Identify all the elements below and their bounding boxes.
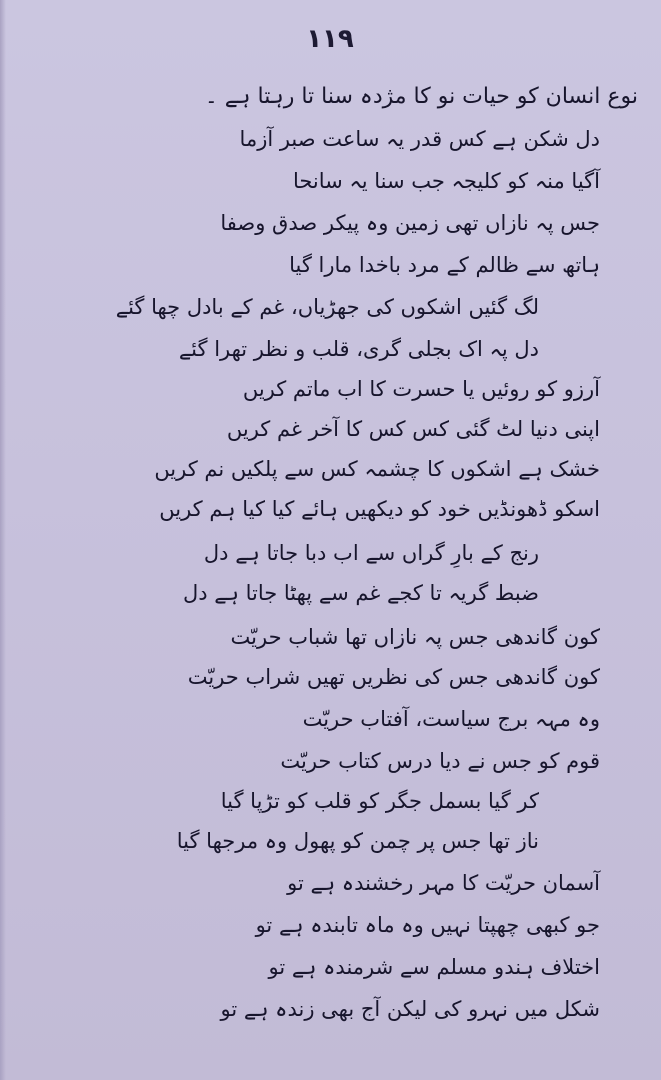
poem-line-7: دل پہ اک بجلی گری، قلب و نظر تھرا گئے (178, 337, 539, 361)
poem-line-18: کر گیا بسمل جگر کو قلب کو تڑپا گیا (220, 789, 539, 813)
page-number: ۱۱۹ (306, 24, 354, 54)
poem-line-15: کون گاندھی جس کی نظریں تھیں شراب حریّت (187, 665, 600, 689)
poem-line-14: کون گاندھی جس پہ نازاں تھا شباب حریّت (230, 625, 600, 649)
poem-line-4: جس پہ نازاں تھی زمین وہ پیکر صدق وصفا (220, 211, 600, 235)
poem-line-6: لگ گئیں اشکوں کی جھڑیاں، غم کے بادل چھا گئے (115, 295, 539, 319)
poem-line-13: ضبط گریہ تا کجے غم سے پھٹا جاتا ہے دل (183, 581, 539, 605)
poem-line-21: جو کبھی چھپتا نہیں وہ ماہ تابندہ ہے تو (255, 913, 600, 937)
poem-line-20: آسمان حریّت کا مہر رخشندہ ہے تو (287, 871, 600, 895)
poem-line-11: اسکو ڈھونڈیں خود کو دیکھیں ہائے کیا کیا ہم کریں (159, 497, 600, 521)
poem-line-2: دل شکن ہے کس قدر یہ ساعت صبر آزما (239, 127, 600, 151)
poem-line-8: آرزو کو روئیں یا حسرت کا اب ماتم کریں (242, 377, 600, 401)
poem-line-19: ناز تھا جس پر چمن کو پھول وہ مرجھا گیا (176, 829, 539, 853)
poem-line-23: شکل میں نہرو کی لیکن آج بھی زندہ ہے تو (220, 997, 600, 1021)
poem-line-22: اختلاف ہندو مسلم سے شرمندہ ہے تو (268, 955, 600, 979)
poem-line-12: رنج کے بارِ گراں سے اب دبا جاتا ہے دل (203, 541, 539, 565)
poem-line-3: آگیا منہ کو کلیجہ جب سنا یہ سانحا (292, 169, 600, 193)
poem-line-9: اپنی دنیا لٹ گئی کس کس کا آخر غم کریں (226, 417, 600, 441)
poem-line-5: ہاتھ سے ظالم کے مرد باخدا مارا گیا (289, 253, 600, 277)
poem-line-10: خشک ہے اشکوں کا چشمہ کس سے پلکیں نم کریں (154, 457, 600, 481)
poem-line-16: وہ مہہ برج سیاست، آفتاب حریّت (302, 707, 600, 731)
poem-line-1: نوع انسان کو حیات نو کا مژدہ سنا تا رہتا ہے ۔ (204, 84, 638, 109)
poem-line-17: قوم کو جس نے دیا درس کتاب حریّت (280, 749, 600, 773)
page-edge-shadow (0, 0, 6, 1080)
